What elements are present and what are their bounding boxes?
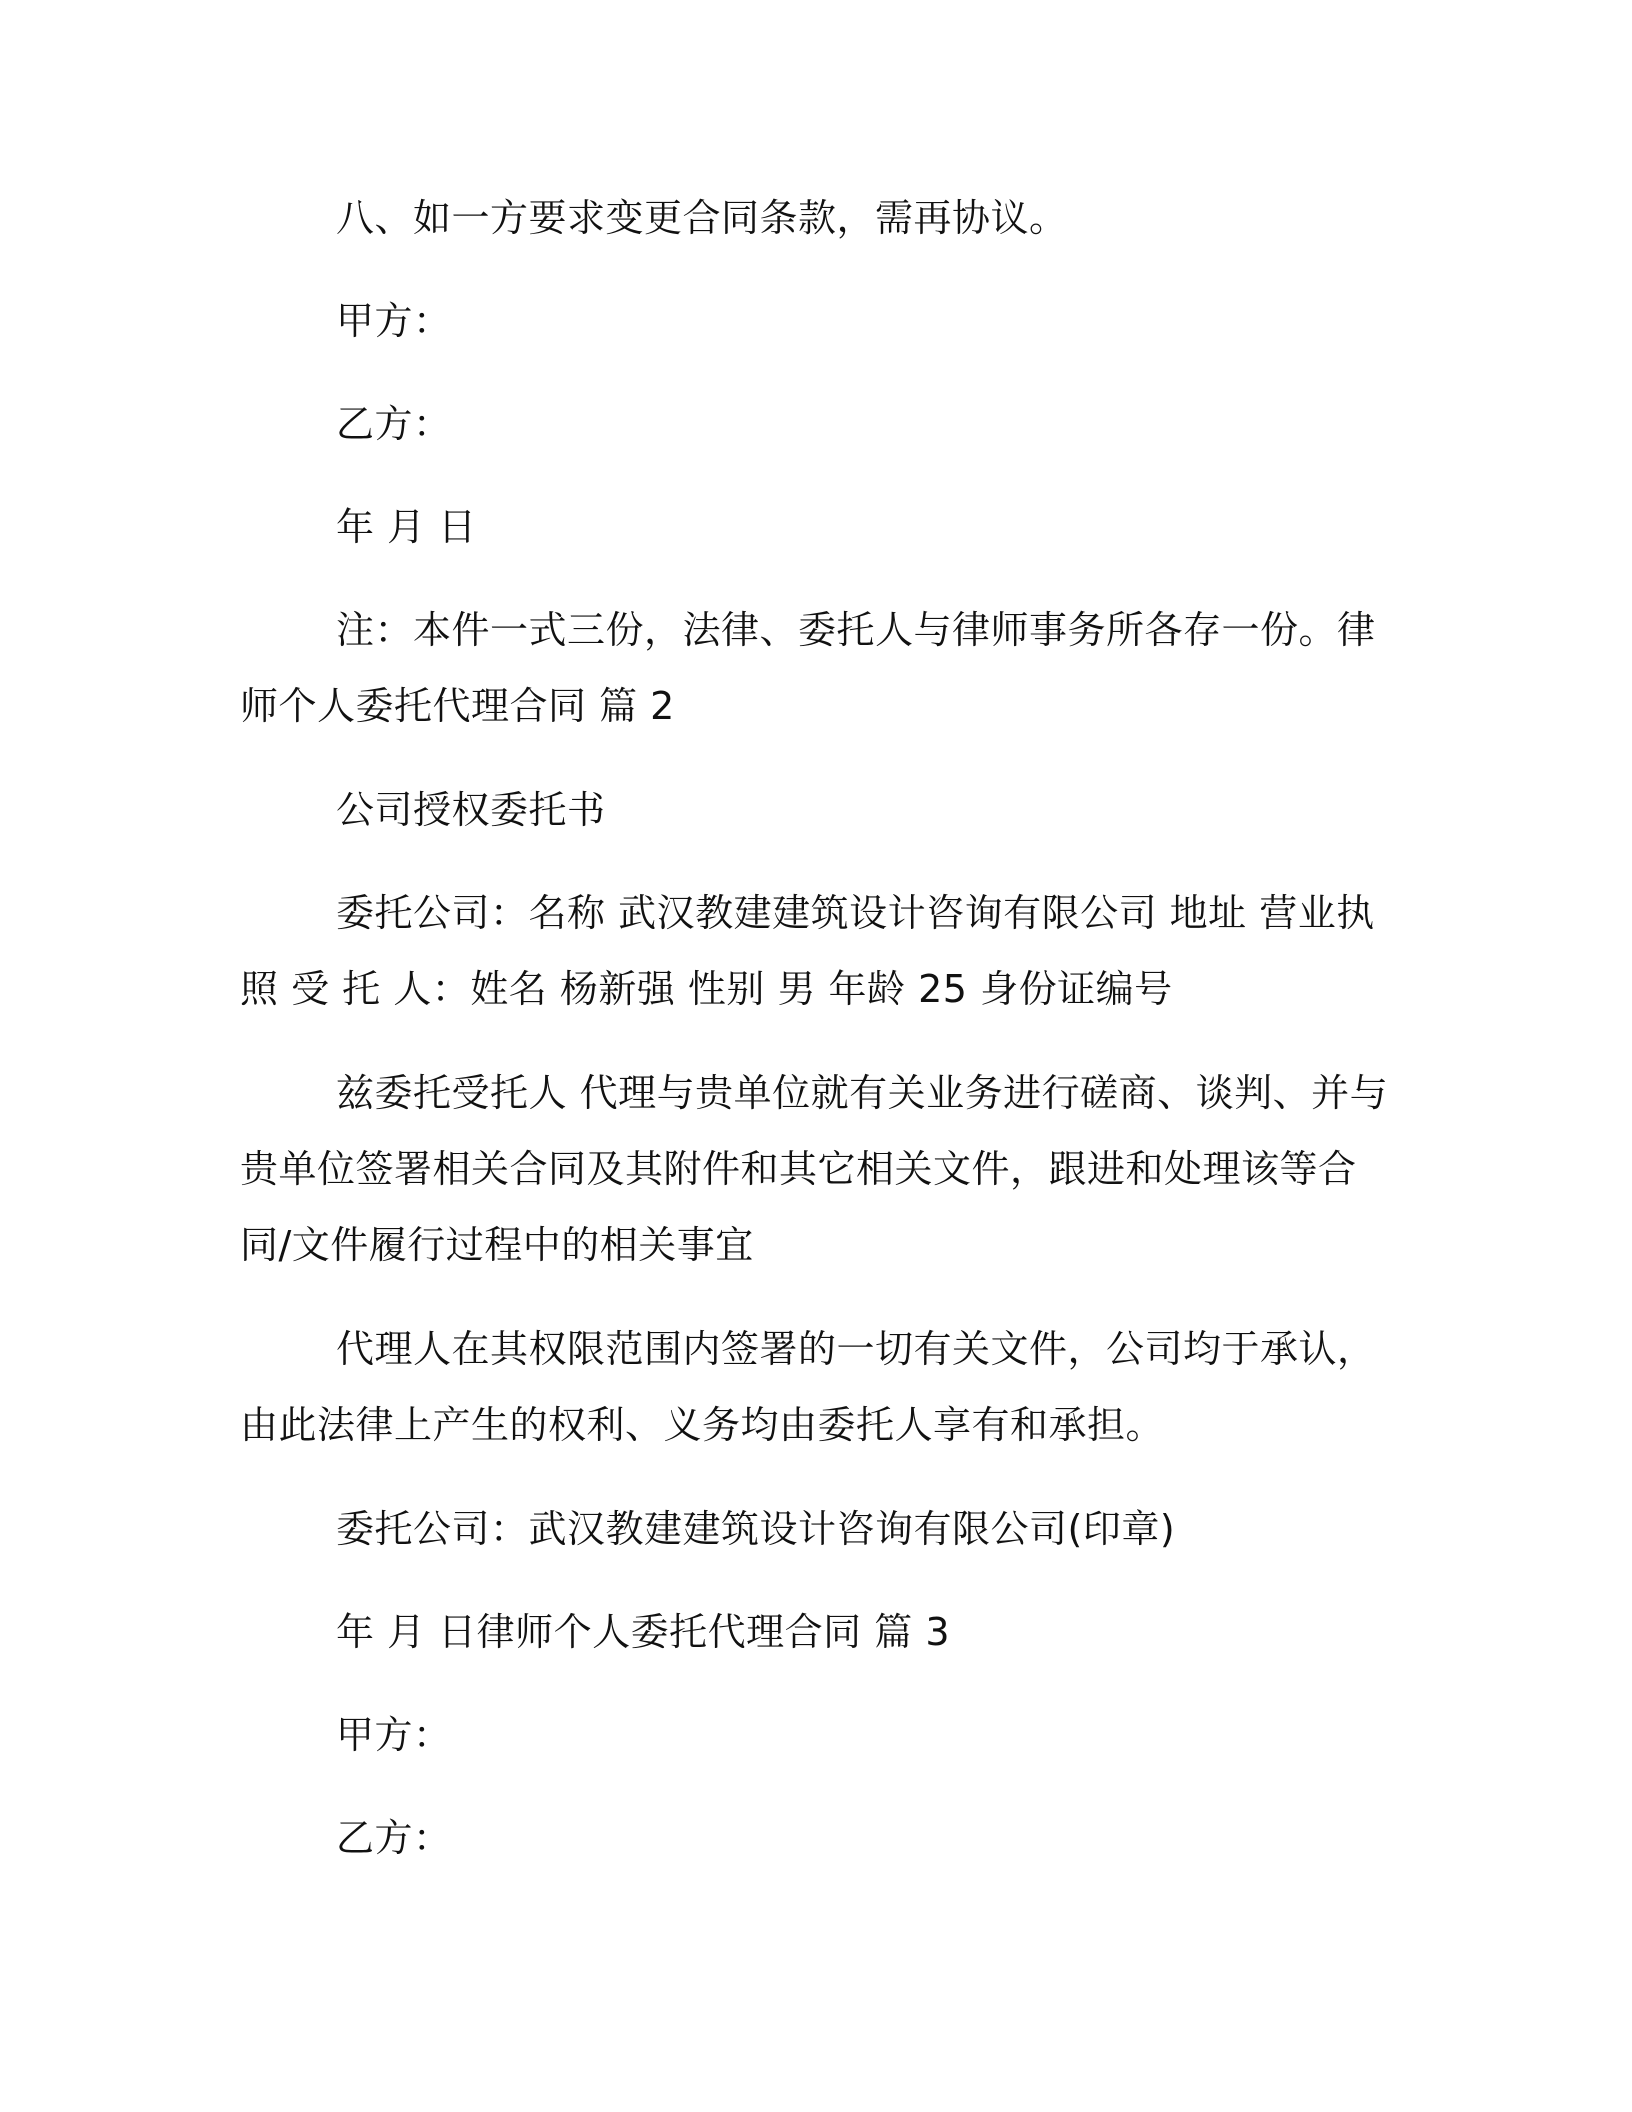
party-b-label-2: 乙方： (336, 1816, 452, 1860)
party-a-label: 甲方： (336, 299, 452, 343)
date-line: 年 月 日 (336, 505, 477, 549)
company-seal-line: 委托公司：武汉教建建筑设计咨询有限公司(印章) (336, 1507, 1176, 1551)
date-section-3: 年 月 日律师个人委托代理合同 篇 3 (336, 1610, 950, 1654)
authorization-paragraph: 兹委托受托人 代理与贵单位就有关业务进行磋商、谈判、并与贵单位签署相关合同及其附件和其它相关文件，跟进和处理该等合同/文件履行过程中的相关事宜 (240, 1071, 1389, 1267)
clause-8: 八、如一方要求变更合同条款，需再协议。 (336, 196, 1068, 240)
section-title: 公司授权委托书 (336, 788, 606, 832)
agent-authority-paragraph: 代理人在其权限范围内签署的一切有关文件，公司均于承认，由此法律上产生的权利、义务均由委托人享有和承担。 (240, 1327, 1376, 1447)
party-b-label: 乙方： (336, 402, 452, 446)
company-info: 委托公司：名称 武汉教建建筑设计咨询有限公司 地址 营业执照 受 托 人：姓名 杨新强 性别 男 年龄 25 身份证编号 (240, 891, 1375, 1011)
party-a-label-2: 甲方： (336, 1713, 452, 1757)
note-paragraph: 注：本件一式三份，法律、委托人与律师事务所各存一份。律师个人委托代理合同 篇 2 (240, 608, 1376, 728)
